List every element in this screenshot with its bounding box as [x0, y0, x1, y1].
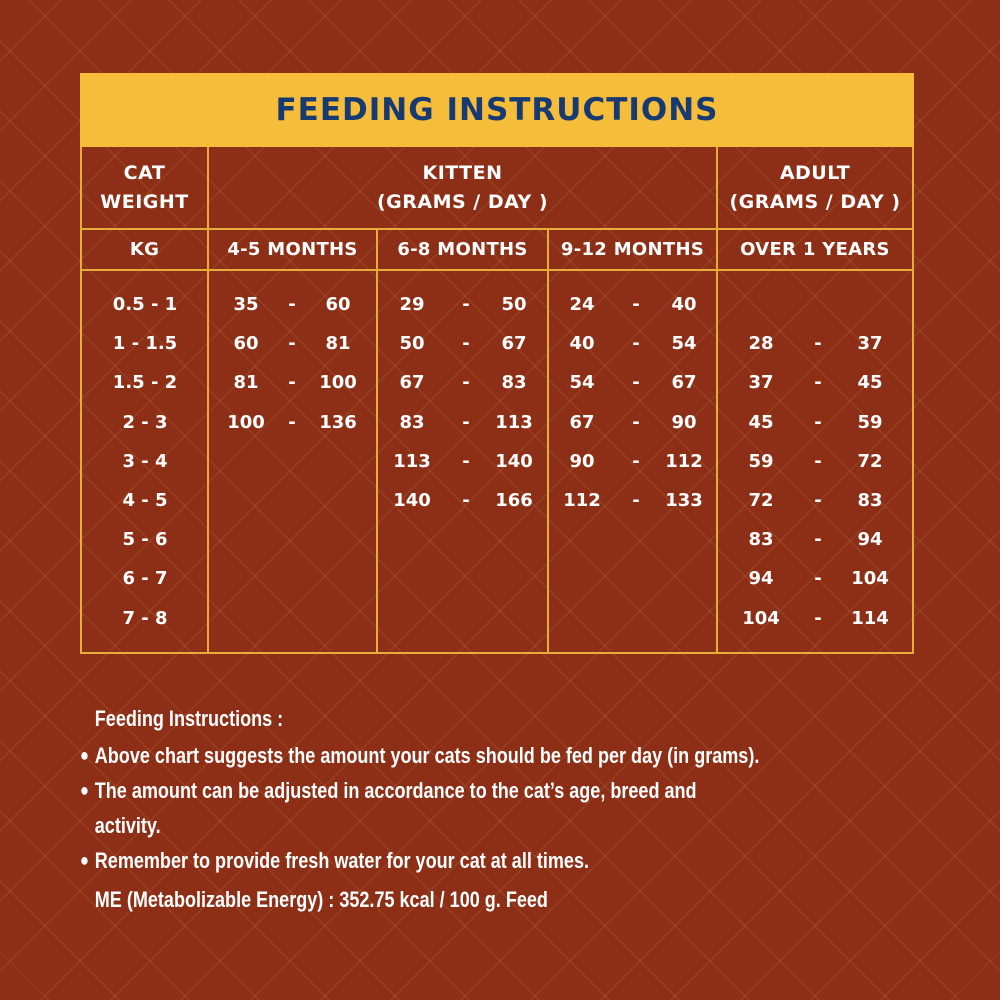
max-grams-cell: 114 [851, 607, 889, 629]
max-grams-cell: 50 [501, 294, 527, 315]
min-grams-cell: 37 [748, 372, 774, 394]
max-grams-cell: 83 [857, 490, 883, 511]
max-grams-cell: 133 [665, 490, 703, 511]
bullet-text: Remember to provide fresh water for your cat at all times. [94, 848, 590, 873]
range-dash: - [288, 372, 296, 394]
max-grams-cell: 81 [325, 333, 351, 355]
min-grams-cell: 40 [569, 333, 595, 355]
max-grams-cell: 40 [671, 294, 697, 315]
min-grams-cell: 94 [748, 568, 774, 590]
bullet-text: The amount can be adjusted in accordance to the cat’s age, breed and activity. [94, 778, 697, 838]
max-grams-cell: 136 [319, 411, 357, 433]
range-dash: - [462, 411, 470, 433]
min-grams-cell: 54 [569, 372, 595, 394]
max-grams-cell: 166 [495, 490, 533, 511]
min-grams-cell: 45 [748, 411, 774, 433]
max-grams-cell: 67 [671, 372, 697, 394]
notes-heading: Feeding Instructions : [94, 706, 284, 731]
cat-weight-cell: 4 - 5 [122, 490, 168, 511]
max-grams-cell: 104 [851, 568, 889, 590]
min-grams-cell: 113 [393, 450, 431, 472]
list-item [80, 773, 785, 843]
max-grams-cell: 59 [857, 411, 883, 433]
min-grams-cell: 67 [569, 411, 595, 433]
cat-weight-cell: 1 - 1.5 [112, 333, 178, 355]
min-grams-cell: 90 [569, 450, 595, 472]
row-divider [82, 269, 912, 271]
header-kitten [209, 147, 716, 228]
range-dash: - [814, 568, 822, 590]
min-grams-cell: 50 [399, 333, 425, 355]
min-grams-cell: 60 [233, 333, 259, 355]
max-grams-cell: 54 [671, 333, 697, 355]
range-dash: - [632, 294, 640, 315]
min-grams-cell: 140 [393, 490, 431, 511]
subheader-9-12-months: 9-12 MONTHS [560, 239, 705, 260]
bullet-dot-icon: ● [80, 745, 89, 765]
range-dash: - [632, 490, 640, 511]
header-kitten-line2: (GRAMS / DAY ) [376, 190, 549, 213]
header-adult-line2: (GRAMS / DAY ) [729, 190, 901, 213]
subheader-kg: KG [129, 239, 160, 260]
range-dash: - [814, 411, 822, 433]
header-adult [718, 147, 912, 228]
min-grams-cell: 29 [399, 294, 425, 315]
range-dash: - [462, 372, 470, 394]
min-grams-cell: 67 [399, 372, 425, 394]
range-dash: - [632, 450, 640, 472]
header-cat-weight-line1: CAT [123, 161, 166, 184]
min-grams-cell: 104 [742, 607, 780, 629]
header-cat-weight [82, 147, 207, 228]
subheader-4-5-months: 4-5 MONTHS [227, 239, 358, 260]
subheader-over-1-years: OVER 1 YEARS [740, 239, 890, 260]
subheader-6-8-months: 6-8 MONTHS [397, 239, 528, 260]
bullet-text: Above chart suggests the amount your cats should be fed per day (in grams). [94, 743, 760, 768]
range-dash: - [814, 333, 822, 355]
range-dash: - [632, 333, 640, 355]
range-dash: - [814, 607, 822, 629]
max-grams-cell: 113 [495, 411, 533, 433]
range-dash: - [462, 450, 470, 472]
range-dash: - [814, 490, 822, 511]
min-grams-cell: 81 [233, 372, 259, 394]
max-grams-cell: 112 [665, 450, 703, 472]
min-grams-cell: 83 [399, 411, 425, 433]
max-grams-cell: 45 [857, 372, 883, 394]
max-grams-cell: 83 [501, 372, 527, 394]
range-dash: - [462, 333, 470, 355]
min-grams-cell: 59 [748, 450, 774, 472]
max-grams-cell: 60 [325, 294, 351, 315]
min-grams-cell: 28 [748, 333, 774, 355]
page-title: FEEDING INSTRUCTIONS [80, 73, 914, 147]
max-grams-cell: 37 [857, 333, 883, 355]
max-grams-cell: 140 [495, 450, 533, 472]
range-dash: - [288, 294, 296, 315]
header-kitten-line1: KITTEN [422, 161, 503, 184]
range-dash: - [814, 372, 822, 394]
range-dash: - [814, 529, 822, 551]
range-dash: - [632, 411, 640, 433]
list-item [80, 738, 785, 773]
range-dash: - [288, 411, 296, 433]
max-grams-cell: 100 [319, 372, 357, 394]
min-grams-cell: 100 [227, 411, 265, 433]
min-grams-cell: 35 [233, 294, 259, 315]
bullet-dot-icon: ● [80, 850, 89, 870]
feeding-notes [80, 700, 785, 922]
range-dash: - [632, 372, 640, 394]
min-grams-cell: 72 [748, 490, 774, 511]
cat-weight-cell: 7 - 8 [122, 607, 168, 629]
max-grams-cell: 90 [671, 411, 697, 433]
list-item [80, 843, 785, 878]
range-dash: - [462, 294, 470, 315]
column-divider [376, 229, 378, 652]
header-adult-line1: ADULT [779, 161, 851, 184]
range-dash: - [288, 333, 296, 355]
max-grams-cell: 94 [857, 529, 883, 551]
min-grams-cell: 112 [563, 490, 601, 511]
cat-weight-cell: 2 - 3 [122, 411, 168, 433]
min-grams-cell: 83 [748, 529, 774, 551]
range-dash: - [462, 490, 470, 511]
range-dash: - [814, 450, 822, 472]
metabolizable-energy: ME (Metabolizable Energy) : 352.75 kcal / 100 g. Feed [94, 887, 548, 912]
max-grams-cell: 72 [857, 450, 883, 472]
max-grams-cell: 67 [501, 333, 527, 355]
min-grams-cell: 24 [569, 294, 595, 315]
cat-weight-cell: 5 - 6 [122, 529, 168, 551]
header-cat-weight-line2: WEIGHT [100, 190, 189, 213]
cat-weight-cell: 6 - 7 [122, 568, 168, 590]
feeding-table [80, 147, 914, 654]
cat-weight-cell: 0.5 - 1 [112, 294, 178, 315]
column-divider [547, 229, 549, 652]
bullet-dot-icon: ● [80, 780, 89, 800]
cat-weight-cell: 1.5 - 2 [112, 372, 178, 394]
cat-weight-cell: 3 - 4 [122, 450, 168, 472]
